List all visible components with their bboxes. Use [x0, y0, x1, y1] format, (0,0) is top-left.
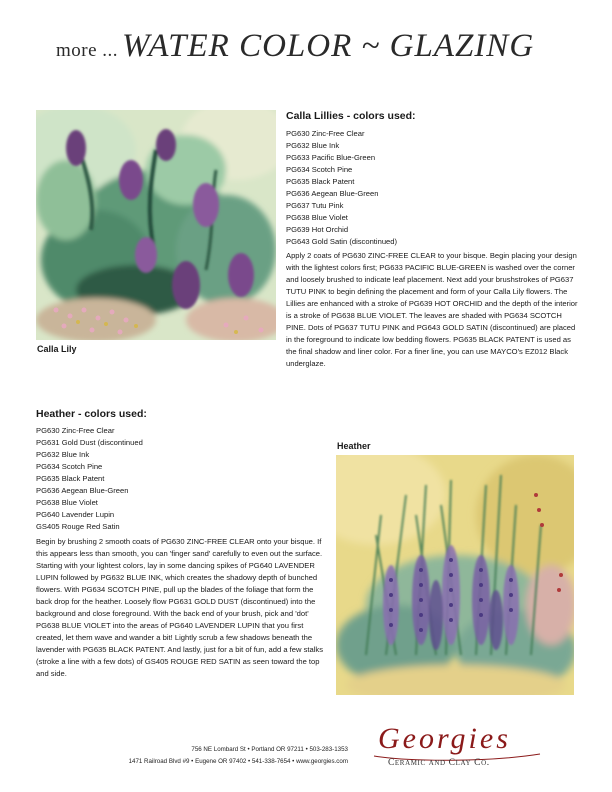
calla-lily-caption: Calla Lily	[37, 344, 77, 354]
list-item: PG638 Blue Violet	[36, 498, 98, 507]
list-item: PG630 Zinc-Free Clear	[286, 129, 365, 138]
list-item: PG636 Aegean Blue-Green	[36, 486, 129, 495]
page-title	[56, 28, 576, 65]
calla-lily-photo	[36, 110, 276, 340]
calla-paragraph: Apply 2 coats of PG630 ZINC-FREE CLEAR to your bisque. Begin placing your design with the lightest colors first; PG633 PACIFIC BLUE-GREEN is washed over the corner and loosely brushed to indicate leaf placement. Next add your brushstrokes of PG637 TUTU PINK to begin defining the placement and form of your Calla Lily flowers. The Lillies are enhanced with a stroke of PG639 HOT ORCHID and the depth of the interior is a stroke of PG638 BLUE VIOLET. The leaves are shaded with PG634 SCOTCH PINE. Dots of PG637 TUTU PINK and PG643 GOLD SATIN (discontinued) are placed in the foreground to indicate low bedding flowers. PG635 BLACK PATENT is used as the final shadow and liner color. For a finer line, you can use MAYCO's EZ012 Black underglaze.	[286, 251, 578, 368]
list-item: PG630 Zinc-Free Clear	[36, 426, 115, 435]
calla-heading: Calla Lillies - colors used:	[286, 110, 416, 122]
heather-photo	[336, 455, 574, 695]
list-item: PG634 Scotch Pine	[36, 462, 103, 471]
list-item: PG637 Tutu Pink	[286, 201, 344, 210]
list-item: PG638 Blue Violet	[286, 213, 348, 222]
list-item: PG639 Hot Orchid	[286, 225, 349, 234]
title-main: WATER COLOR ~ GLAZING	[122, 28, 535, 64]
list-item: PG640 Lavender Lupin	[36, 510, 115, 519]
heather-paragraph: Begin by brushing 2 smooth coats of PG630 ZINC-FREE CLEAR onto your bisque. If this appears less than smooth, you can 'finger sand' carefully to even out the surface. Starting with your lightest colors, lay in some dancing spikes of PG640 LAVENDER LUPIN followed by PG632 BLUE INK, which creates the shadowy depth of bunched flowers. With PG634 SCOTCH PINE, pull up the blades of the foliage that form the back drop for the heather. Loosely flow PG631 GOLD DUST (discontinued) into the background and close foreground. With the back end of your brush, pick and 'dot' PG638 BLUE VIOLET into the areas of PG640 LAVENDER LUPIN that you first created, let them wave and wander a bit! Lightly scrub a few shadows beneath the lavender with PG635 BLACK PATENT. And lastly, just for a bit of fun, add a few stalks (stroke a line with a few dots) of GS405 ROUGE RED SATIN as seen toward the top and side.	[36, 537, 324, 678]
georgies-logo	[370, 722, 570, 774]
list-item: PG635 Black Patent	[36, 474, 105, 483]
heather-caption: Heather	[337, 441, 371, 451]
list-item: PG631 Gold Dust (discontinued	[36, 438, 143, 447]
list-item: PG632 Blue Ink	[36, 450, 90, 459]
title-prefix: more ...	[56, 40, 119, 61]
logo-script-text: Georgies	[378, 722, 511, 755]
heather-color-list	[36, 425, 326, 533]
list-item: PG633 Pacific Blue-Green	[286, 153, 376, 162]
list-item: GS405 Rouge Red Satin	[36, 522, 120, 531]
heather-heading: Heather - colors used:	[36, 408, 147, 420]
list-item: PG643 Gold Satin (discontinued)	[286, 237, 398, 246]
calla-color-list	[286, 128, 576, 248]
logo-subtitle: Ceramic and Clay Co.	[388, 758, 490, 768]
list-item: PG635 Black Patent	[286, 177, 355, 186]
list-item: PG636 Aegean Blue-Green	[286, 189, 379, 198]
list-item: PG634 Scotch Pine	[286, 165, 353, 174]
list-item: PG632 Blue Ink	[286, 141, 340, 150]
footer-address-eugene: 1471 Railroad Blvd #9 • Eugene OR 97402 • 541-338-7654 • www.georgies.com	[128, 758, 348, 765]
footer-address-portland: 756 NE Lombard St • Portland OR 97211 • 503-283-1353	[191, 746, 348, 753]
